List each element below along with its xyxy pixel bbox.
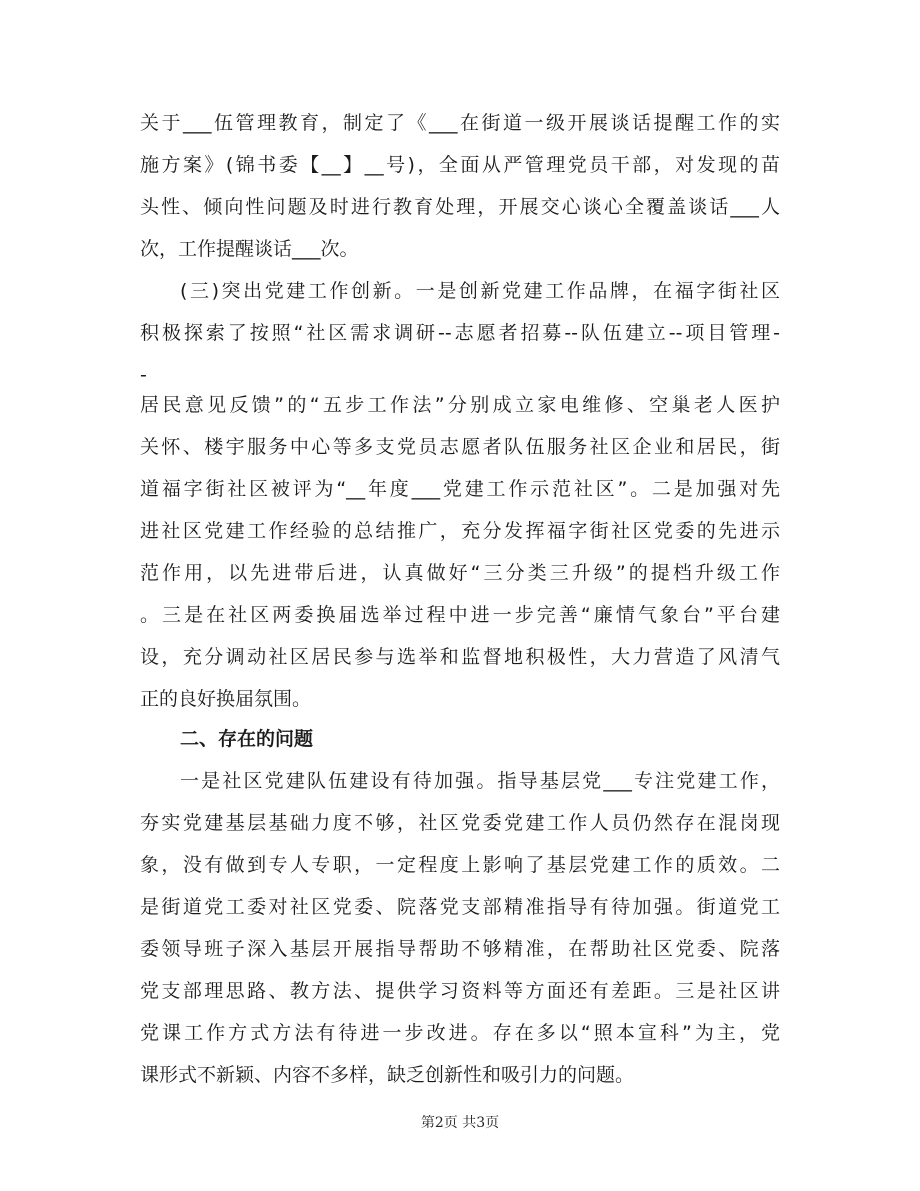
text-line: 设，充分调动社区居民参与选举和监督地积极性，大力营造了风清气 — [140, 646, 780, 668]
text-line: 积极探索了按照“社区需求调研--志愿者招募--队伍建立--项目管理- — [140, 322, 780, 344]
text-line: - — [140, 364, 147, 386]
text-line: 党课工作方式方法有待进一步改进。存在多以“照本宣科”为主，党 — [140, 1022, 780, 1044]
text-line: 。三是在社区两委换届选举过程中进一步完善“廉情气象台”平台建 — [140, 604, 780, 626]
paragraph-five-step-method — [140, 384, 780, 720]
text-line: (三)突出党建工作创新。一是创新党建工作品牌，在福字街社区 — [180, 280, 780, 302]
text-line: 课形式不新颖、内容不多样，缺乏创新性和吸引力的问题。 — [140, 1064, 635, 1086]
text-line: 正的良好换届氛围。 — [140, 688, 312, 710]
text-line: 次，工作提醒谈话___次。 — [140, 238, 359, 260]
text-line: 关怀、楼宇服务中心等多支党员志愿者队伍服务社区企业和居民，街 — [140, 436, 780, 458]
text-line: 头性、倾向性问题及时进行教育处理，开展交心谈心全覆盖谈话___人 — [140, 196, 780, 218]
text-line: 是街道党工委对社区党委、院落党支部精准指导有待加强。街道党工 — [140, 896, 780, 918]
text-line: 委领导班子深入基层开展指导帮助不够精准，在帮助社区党委、院落 — [140, 938, 780, 960]
page-number-footer: 第2页 共3页 — [420, 1115, 500, 1131]
text-line: 关于___伍管理教育，制定了《___在街道一级开展谈话提醒工作的实 — [140, 112, 780, 134]
paragraph-problems — [140, 760, 780, 1096]
text-line: 一是社区党建队伍建设有待加强。指导基层党___专注党建工作， — [180, 770, 780, 792]
paragraph-innovation — [140, 270, 780, 396]
paragraph-talk-reminder — [140, 102, 780, 270]
text-line: 夯实党建基层基础力度不够，社区党委党建工作人员仍然存在混岗现 — [140, 812, 780, 834]
text-line: 进社区党建工作经验的总结推广，充分发挥福字街社区党委的先进示 — [140, 520, 780, 542]
text-line: 道福字街社区被评为“__年度___党建工作示范社区”。二是加强对先 — [140, 478, 780, 500]
text-line: 范作用，以先进带后进，认真做好“三分类三升级”的提档升级工作 — [140, 562, 780, 584]
text-line: 施方案》(锦书委【__】__号)，全面从严管理党员干部，对发现的苗 — [140, 154, 780, 176]
text-line: 象，没有做到专人专职，一定程度上影响了基层党建工作的质效。二 — [140, 854, 780, 876]
section-heading: 二、存在的问题 — [180, 728, 314, 750]
text-line: 居民意见反馈”的“五步工作法”分别成立家电维修、空巢老人医护 — [140, 394, 780, 416]
text-line: 党支部理思路、教方法、提供学习资料等方面还有差距。三是社区讲 — [140, 980, 780, 1002]
